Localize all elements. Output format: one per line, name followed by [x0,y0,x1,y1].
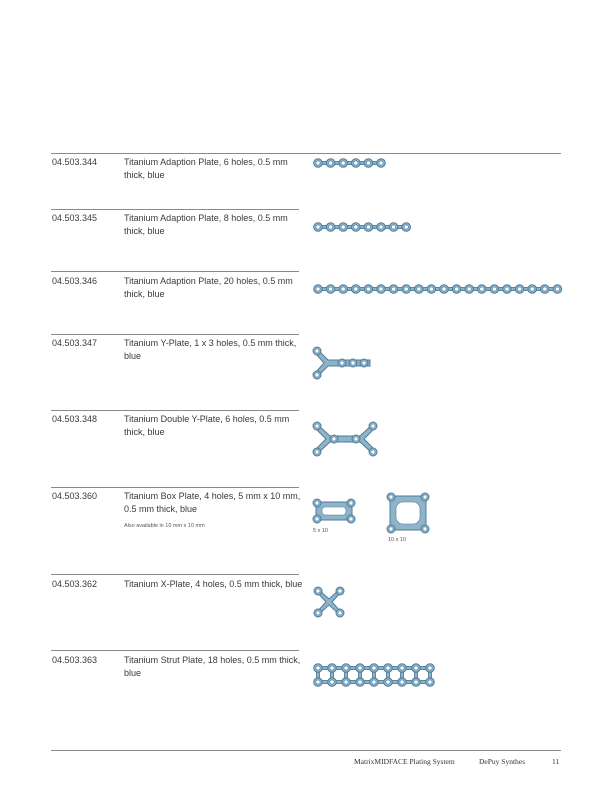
double-y-plate-image [312,421,378,457]
adaption-plate-20-image [312,282,566,296]
item-code: 04.503.344 [52,157,98,167]
item-description: Titanium Adaption Plate, 20 holes, 0.5 mm thick, blue [124,276,293,299]
box-plate-caption: 5 x 10 [313,528,328,534]
footer-rule [51,750,561,751]
adaption-plate-8-image [312,220,418,234]
footer-brand: DePuy Synthes [479,757,526,766]
item-description: Titanium Y-Plate, 1 x 3 holes, 0.5 mm thick, blue [124,338,297,361]
item-description: Titanium Adaption Plate, 8 holes, 0.5 mm thick, blue [124,213,288,236]
y-plate-image [312,346,378,380]
strut-plate-image [312,662,442,690]
item-code: 04.503.348 [52,414,98,424]
item-description-text: Titanium Box Plate, 4 holes, 5 mm x 10 mm, 0.5 mm thick, blue [124,491,301,514]
footer-system: MatrixMIDFACE Plating System [354,757,455,766]
item-description [124,490,304,530]
row-divider [51,209,299,210]
box-plate-10x10-image [386,492,430,534]
item-code: 04.503.347 [52,338,98,348]
row-divider [51,574,299,575]
item-description: Titanium Double Y-Plate, 6 holes, 0.5 mm thick, blue [124,414,290,437]
row-divider [51,271,299,272]
box-plate-caption: 10 x 10 [388,537,407,543]
item-code: 04.503.345 [52,213,98,223]
item-description: Titanium Strut Plate, 18 holes, 0.5 mm thick, blue [124,655,301,678]
box-plate-5x10-image [312,498,356,524]
item-code: 04.503.360 [52,491,98,501]
item-description: Titanium X-Plate, 4 holes, 0.5 mm thick, blue [124,579,303,589]
item-code: 04.503.362 [52,579,98,589]
row-divider [51,487,299,488]
item-code: 04.503.363 [52,655,98,665]
adaption-plate-6-image [312,156,394,170]
availability-note: Also available in 10 mm x 10 mm [124,523,205,529]
top-rule [51,153,561,154]
x-plate-image [313,586,345,618]
page-number: 11 [552,757,560,766]
item-description: Titanium Adaption Plate, 6 holes, 0.5 mm thick, blue [124,157,288,180]
row-divider [51,410,299,411]
row-divider [51,334,299,335]
row-divider [51,650,299,651]
item-code: 04.503.346 [52,276,98,286]
